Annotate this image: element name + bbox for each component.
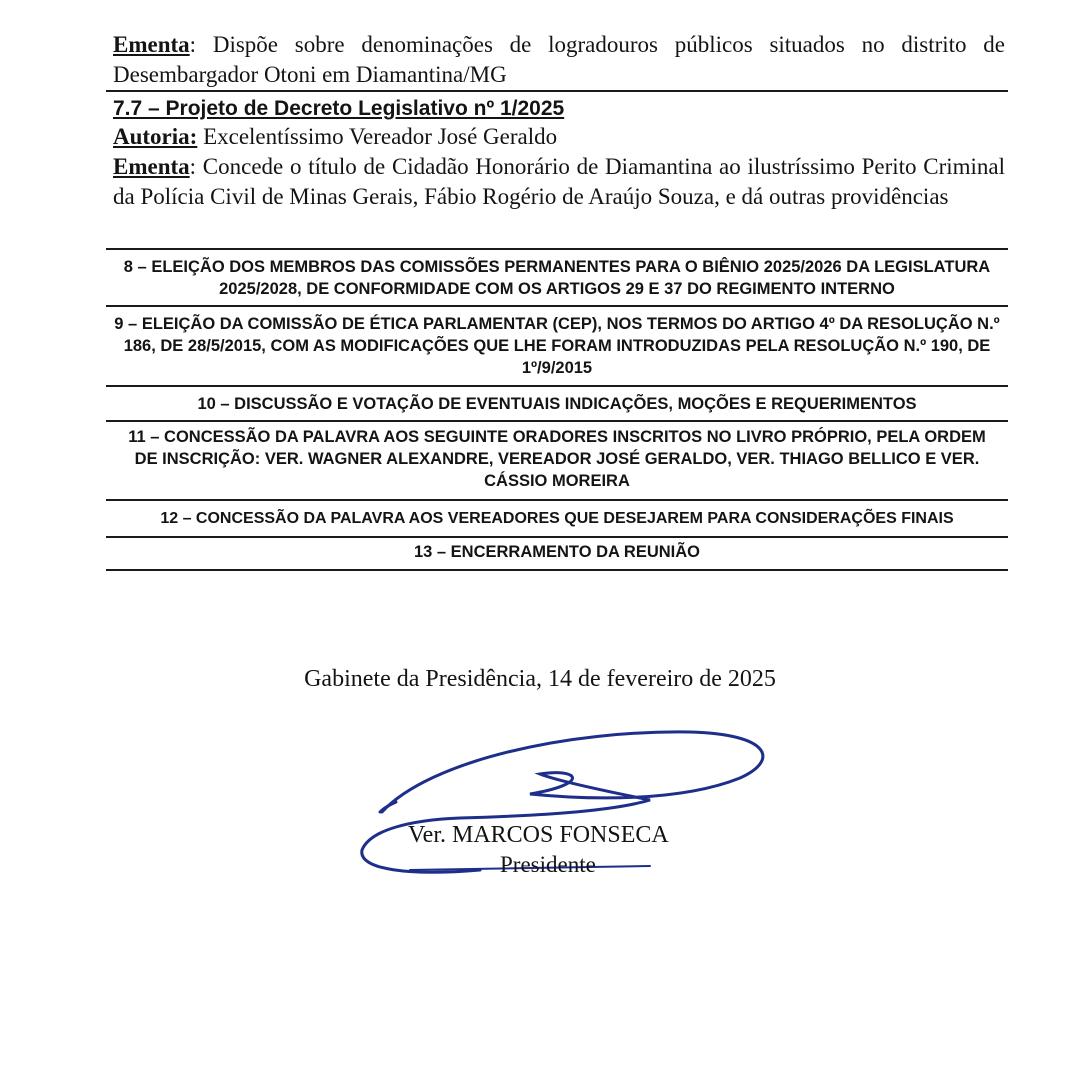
divider: [106, 499, 1008, 501]
place-date: Gabinete da Presidência, 14 de fevereiro de 2025: [304, 666, 776, 692]
ementa-text: Concede o título de Cidadão Honorário de Diamantina ao ilustríssimo Perito Criminal da Polícia Civil de Minas Gerais, Fábio Rogério de Araújo Souza, e dá outras providências: [113, 154, 1006, 209]
divider: [106, 90, 1008, 92]
item-heading: 7.7 – Projeto de Decreto Legislativo nº 1/2025: [113, 97, 565, 120]
item-ementa: Ementa: Concede o título de Cidadão Honorário de Diamantina ao ilustríssimo Perito Criminal da Polícia Civil de Minas Gerais, Fábio Rogério de Araújo Souza, e dá outras providências: [113, 154, 1006, 209]
previous-item: [113, 30, 1005, 90]
agenda-item-9: 9 – ELEIÇÃO DA COMISSÃO DE ÉTICA PARLAMENTAR (CEP), NOS TERMOS DO ARTIGO 4º DA RESOLUÇÃO N.º 186, DE 28/5/2015, COM AS MODIFICAÇÕES QUE LHE FORAM INTRODUZIDAS PELA RESOLUÇÃO N.º 190, DE 1º/9/2015: [114, 315, 1000, 377]
divider: [106, 569, 1008, 571]
agenda-item-8: 8 – ELEIÇÃO DOS MEMBROS DAS COMISSÕES PERMANENTES PARA O BIÊNIO 2025/2026 DA LEGISLATURA 2025/2028, DE CONFORMIDADE COM OS ARTIGOS 29 E 37 DO REGIMENTO INTERNO: [123, 258, 991, 298]
ementa-text: Dispõe sobre denominações de logradouros públicos situados no distrito de Desembargador Otoni em Diamantina/MG: [113, 32, 1006, 87]
divider: [106, 420, 1008, 422]
divider: [106, 536, 1008, 538]
divider: [106, 305, 1008, 307]
autoria-text: Excelentíssimo Vereador José Geraldo: [203, 124, 558, 149]
item-autoria: [113, 122, 1005, 152]
signer-name: Ver. MARCOS FONSECA: [408, 822, 669, 848]
ementa-label: Ementa: [113, 154, 190, 179]
autoria-label: Autoria:: [113, 124, 198, 149]
item-7-7: [113, 96, 1005, 212]
agenda-item-13: 13 – ENCERRAMENTO DA REUNIÃO: [413, 543, 701, 561]
signer-role: Presidente: [500, 852, 596, 877]
previous-item-ementa: Ementa: Dispõe sobre denominações de logradouros públicos situados no distrito de Desembargador Otoni em Diamantina/MG: [113, 32, 1006, 87]
divider: [106, 248, 1008, 250]
agenda-item-12: 12 – CONCESSÃO DA PALAVRA AOS VEREADORES QUE DESEJAREM PARA CONSIDERAÇÕES FINAIS: [160, 510, 954, 527]
ementa-label: Ementa: [113, 32, 190, 57]
agenda-item-10: 10 – DISCUSSÃO E VOTAÇÃO DE EVENTUAIS INDICAÇÕES, MOÇÕES E REQUERIMENTOS: [197, 395, 917, 413]
agenda-item-11: 11 – CONCESSÃO DA PALAVRA AOS SEGUINTE ORADORES INSCRITOS NO LIVRO PRÓPRIO, PELA ORDEM DE INSCRIÇÃO: VER. WAGNER ALEXANDRE, VEREADOR JOSÉ GERALDO, VER. THIAGO BELLICO E VER. CÁSSIO MOREIRA: [128, 428, 986, 490]
divider: [106, 385, 1008, 387]
